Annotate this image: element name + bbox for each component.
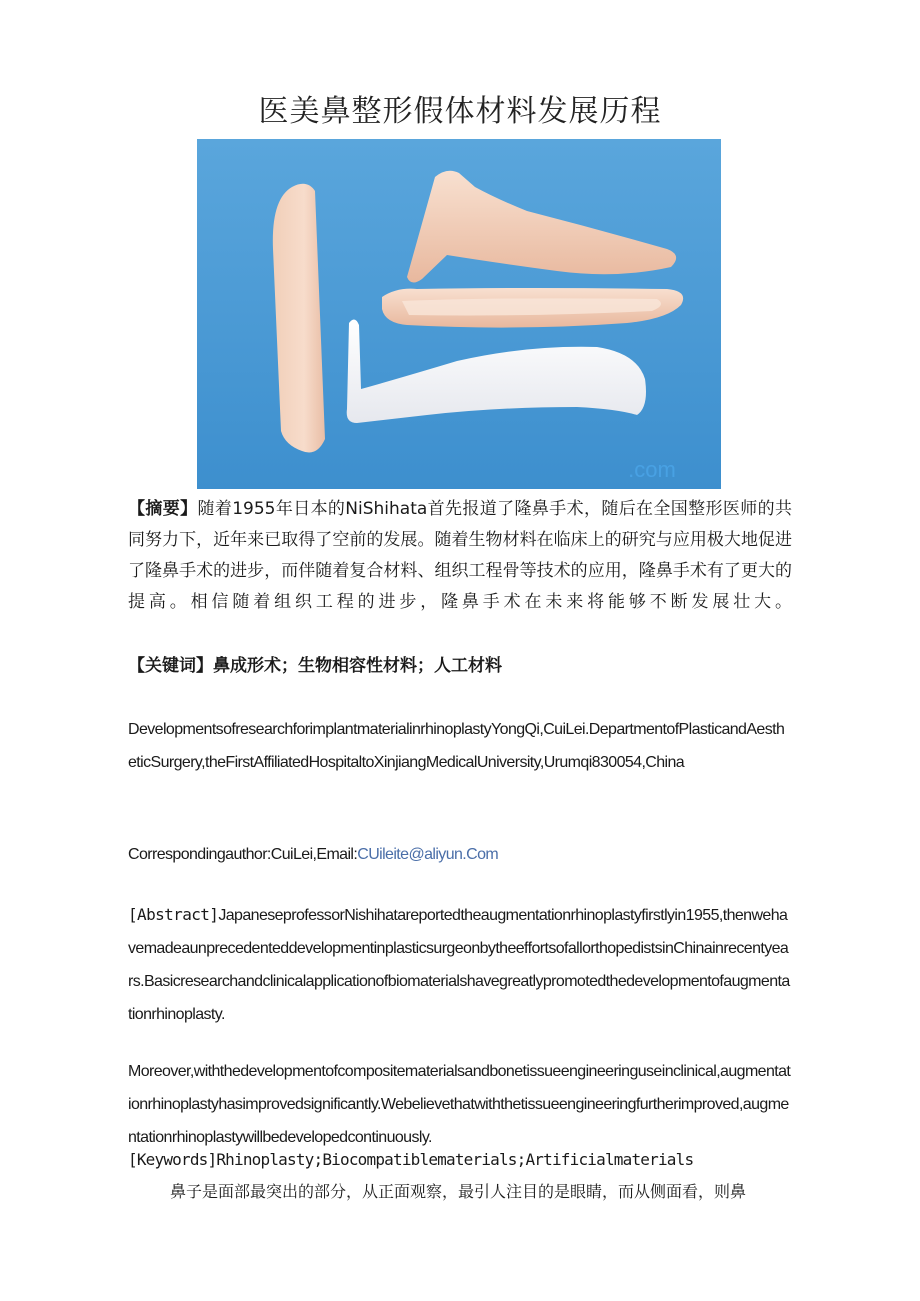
abstract-en-text: JapaneseprofessorNishihatareportedtheaugmentationrhinoplastyfirstlyin1955,thenwehavemadeaunprecedenteddevelopmentinplasticsurgeonbytheeffortsofallorthopedistsinChinainrecentyears.Basicresearchandclinicalapplicationofbiomaterialshavegreatlypromotedthedevelopmentofaugmentationrhinoplasty. xyxy=(128,907,790,1023)
abstract-en-label: [Abstract] xyxy=(128,905,219,924)
abstract-cn-label: 【摘要】 xyxy=(128,499,198,519)
abstract-cn-text: 随着1955年日本的NiShihata首先报道了隆鼻手术，随后在全国整形医师的共同努力下，近年来已取得了空前的发展。随着生物材料在临床上的研究与应用极大地促进了隆鼻手术的进步，而伴随着复合材料、组织工程骨等技术的应用，隆鼻手术有了更大的提高。相信随着组织工程的进步，隆鼻手术在未来将能够不断发展壮大。 xyxy=(128,499,792,612)
implant-photo xyxy=(197,139,721,489)
abstract-cn xyxy=(128,494,792,618)
corresponding-author-prefix: Correspondingauthor:CuiLei,Email: xyxy=(128,846,358,863)
photo-watermark: .com xyxy=(628,457,676,482)
abstract-en xyxy=(128,898,792,1031)
keywords-en: [Keywords]Rhinoplasty;Biocompatiblematerials;Artificialmaterials xyxy=(128,1150,694,1169)
implant-photo-graphic xyxy=(197,139,721,489)
corresponding-author xyxy=(128,838,792,871)
page-title: 医美鼻整形假体材料发展历程 xyxy=(258,94,662,129)
email-link[interactable]: CUileite@aliyun.Com xyxy=(357,846,499,863)
keywords-cn: 【关键词】鼻成形术；生物相容性材料；人工材料 xyxy=(128,656,502,676)
moreover-paragraph: Moreover,withthedevelopmentofcompositematerialsandbonetissueengineeringuseinclinical,augmentationrhinoplastyhasimprovedsignificantly.Webelievethatwiththetissueengineeringfurtherimproved,augmentationrhinoplastywillbedevelopedcontinuously. xyxy=(128,1063,791,1146)
body-paragraph-start: 鼻子是面部最突出的部分，从正面观察，最引人注目的是眼睛，而从侧面看，则鼻 xyxy=(170,1182,747,1201)
english-title-affiliation: DevelopmentsofresearchforimplantmaterialinrhinoplastyYongQi,CuiLei.DepartmentofPlasticandAestheticSurgery,theFirstAffiliatedHospitaltoXinjiangMedicalUniversity,Urumqi830054,China xyxy=(128,721,785,771)
